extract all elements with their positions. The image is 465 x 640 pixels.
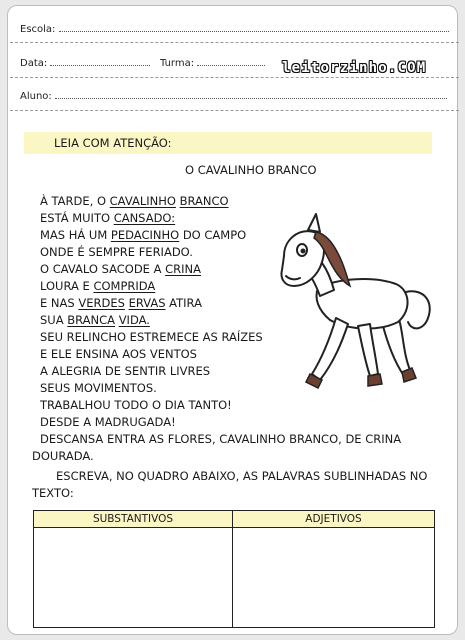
school-line[interactable] <box>59 20 449 32</box>
divider <box>10 110 459 111</box>
poem-text: SEU RELINCHO ESTREMECE AS RAÍZES <box>40 330 263 344</box>
substantivos-answer-area[interactable] <box>34 528 232 627</box>
date-field <box>20 54 150 72</box>
poem-line <box>40 193 440 210</box>
brand-logo: leitorzinho.COM <box>282 60 427 76</box>
poem-text: A ALEGRIA DE SENTIR LIVRES <box>40 364 211 378</box>
poem-text: SUA <box>40 313 68 327</box>
header-fields <box>10 14 453 111</box>
class-line[interactable] <box>197 54 265 66</box>
poem-text: À TARDE, O <box>40 194 110 208</box>
poem-line <box>40 431 440 448</box>
table-header <box>34 511 434 528</box>
date-line[interactable] <box>50 54 150 66</box>
underlined-word: CANSADO: <box>113 211 176 225</box>
eye-pupil <box>301 249 306 254</box>
poem-text: ATIRA <box>165 296 202 310</box>
horse-illustration <box>278 210 438 400</box>
underlined-word: BRANCA <box>67 313 116 327</box>
underlined-word: VERDES <box>78 296 125 310</box>
underlined-word: CRINA <box>165 262 202 276</box>
poem-text: O CAVALO SACODE A <box>40 262 166 276</box>
underlined-word: CAVALINHO <box>109 194 176 208</box>
col-adjetivos-header: ADJETIVOS <box>305 513 362 525</box>
date-label: Data: <box>20 58 48 69</box>
poem-text: DESDE A MADRUGADA! <box>40 415 176 429</box>
underlined-word: BRANCO <box>179 194 229 208</box>
underlined-word: VIDA. <box>118 313 150 327</box>
underlined-word: COMPRIDA <box>93 279 156 293</box>
underlined-word: PEDACINHO <box>110 228 180 242</box>
student-field <box>20 87 447 105</box>
poem-text: TRABALHOU TODO O DIA TANTO! <box>40 398 232 412</box>
poem-text: ONDE É SEMPRE FERIADO. <box>40 245 193 259</box>
class-field <box>160 54 265 72</box>
banner-text: LEIA COM ATENÇÃO: <box>54 136 172 150</box>
divider <box>10 77 459 78</box>
poem-text: E NAS <box>40 296 79 310</box>
student-label: Aluno: <box>20 91 52 102</box>
student-line[interactable] <box>55 87 447 99</box>
adjetivos-answer-area[interactable] <box>233 528 434 627</box>
poem-text: ESTÁ MUITO <box>40 211 114 225</box>
instruction-banner <box>24 132 432 154</box>
underlined-word: ERVAS <box>128 296 166 310</box>
school-label: Escola: <box>20 24 56 35</box>
poem-text: LOURA E <box>40 279 94 293</box>
poem-text: MAS HÁ UM <box>40 228 111 242</box>
answer-table <box>33 510 435 628</box>
exercise-instruction: ESCREVA, NO QUADRO ABAIXO, AS PALAVRAS SUBLINHADAS NO TEXTO: <box>32 469 428 500</box>
divider <box>10 42 459 43</box>
poem-text: E ELE ENSINA AOS VENTOS <box>40 347 197 361</box>
class-label: Turma: <box>160 58 195 69</box>
poem-line <box>32 448 440 465</box>
poem-line <box>40 414 440 431</box>
school-field <box>20 20 449 38</box>
story-title: O CAVALINHO BRANCO <box>185 163 317 177</box>
poem-text: DO CAMPO <box>179 228 247 242</box>
poem-text: DESCANSA ENTRA AS FLORES, CAVALINHO BRANCO, DE CRINA <box>40 432 402 446</box>
poem-text: DOURADA. <box>32 449 94 463</box>
col-substantivos-header: SUBSTANTIVOS <box>92 513 174 525</box>
poem-text: SEUS MOVIMENTOS. <box>40 381 157 395</box>
